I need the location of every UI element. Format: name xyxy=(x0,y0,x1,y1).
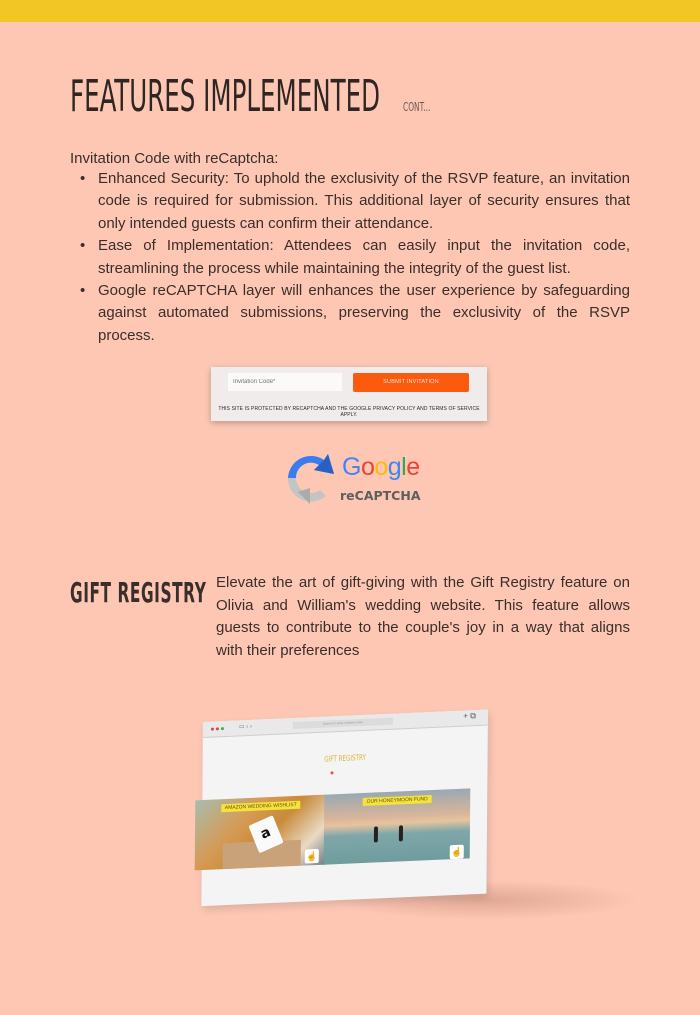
url-bar: Search or enter website name xyxy=(293,718,393,729)
bullet-enhanced-security: • Enhanced Security: To uphold the exclusivity of the RSVP feature, an invitation code is required for submission. This additional layer of security ensures that only intended guests can confirm their attendance. xyxy=(98,168,630,235)
logo-letter: G xyxy=(342,453,361,481)
invitation-bullets xyxy=(98,168,630,347)
google-recaptcha-logo xyxy=(280,448,440,510)
rsvp-form-screenshot xyxy=(211,367,487,421)
gift-registry-description: Elevate the art of gift-giving with the Gift Registry feature on Olivia and William's wedding website. This feature allows guests to contribute to the couple's joy in a way that aligns with their preferences xyxy=(216,574,630,659)
gift-registry-heading: GIFT REGISTRY xyxy=(70,576,207,609)
page-header xyxy=(70,72,570,122)
bullet-ease-of-implementation: • Ease of Implementation: Attendees can easily input the invitation code, streamlining the process while maintaining the integrity of the guest list. xyxy=(98,235,630,280)
logo-letter: o xyxy=(374,453,388,481)
logo-letter: l xyxy=(401,453,407,481)
groom-figure xyxy=(399,825,403,841)
page-title: FEATURES IMPLEMENTED xyxy=(70,71,380,122)
logo-letter: o xyxy=(360,453,375,481)
top-accent-bar xyxy=(0,0,700,22)
title-suffix: CONT... xyxy=(403,100,431,114)
minimize-dot-icon xyxy=(216,727,219,730)
mockup-page-title: GIFT REGISTRY xyxy=(324,752,366,764)
amazon-logo-icon: a xyxy=(248,815,283,853)
hand-pointer-icon: ☝ xyxy=(450,845,464,860)
logo-letter: g xyxy=(387,453,402,481)
card-label: AMAZON WEDDING WISHLIST xyxy=(221,801,301,812)
submit-invitation-button[interactable]: SUBMIT INVITATION xyxy=(353,373,469,392)
honeymoon-fund-card xyxy=(324,788,471,864)
back-forward-icons: ▭ ‹ › xyxy=(238,723,252,731)
maximize-dot-icon xyxy=(221,727,224,730)
card-label: OUR HONEYMOON FUND xyxy=(363,795,432,806)
gift-registry-browser-mockup xyxy=(201,710,488,907)
recaptcha-wordmark: reCAPTCHA xyxy=(340,488,421,503)
invitation-intro: Invitation Code with reCaptcha: xyxy=(70,150,279,167)
bullet-recaptcha-layer: • Google reCAPTCHA layer will enhances the user experience by safeguarding against automated submissions, preserving the exclusivity of the RSVP process. xyxy=(98,280,630,347)
new-tab-icons: + ⧉ xyxy=(463,711,476,721)
recaptcha-notice: THIS SITE IS PROTECTED BY RECAPTCHA AND THE GOOGLE PRIVACY POLICY AND TERMS OF SERVICE APPLY. xyxy=(218,406,480,418)
close-dot-icon xyxy=(211,728,214,731)
hand-pointer-icon: ☝ xyxy=(305,849,319,864)
logo-letter: e xyxy=(406,453,420,481)
decorative-dot xyxy=(330,771,333,774)
browser-toolbar xyxy=(203,710,488,738)
recaptcha-arrows-icon xyxy=(280,448,342,510)
invitation-code-input[interactable] xyxy=(228,373,342,391)
google-wordmark xyxy=(342,453,420,482)
amazon-wishlist-card xyxy=(195,795,327,871)
bride-figure xyxy=(374,826,378,842)
